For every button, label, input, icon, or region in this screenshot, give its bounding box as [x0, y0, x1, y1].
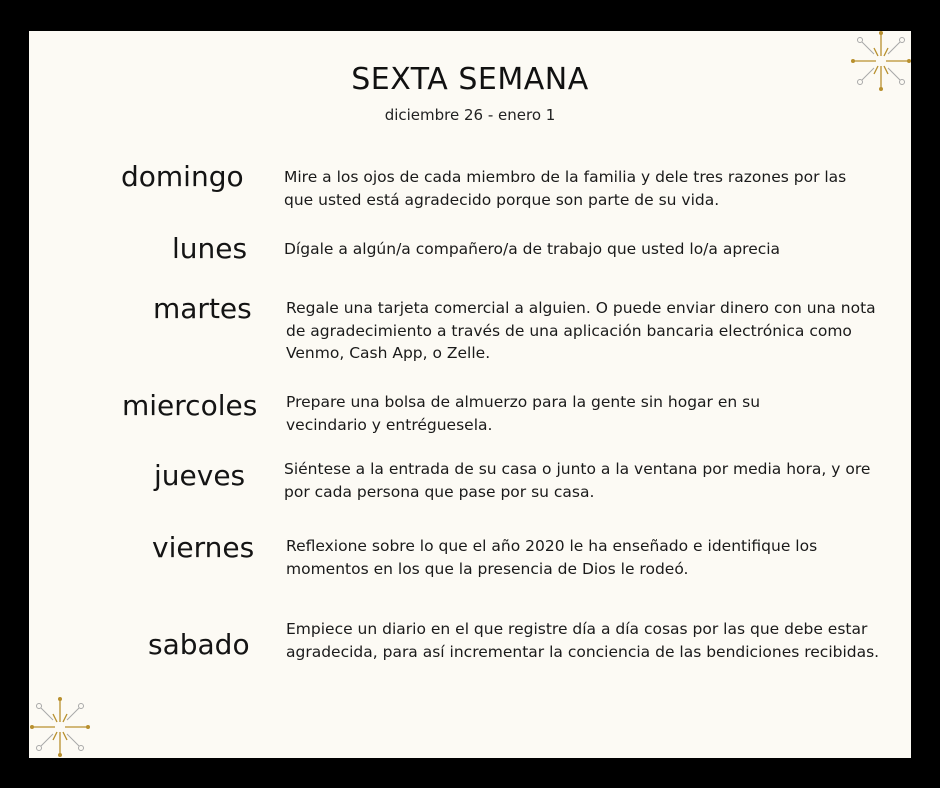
page-title: SEXTA SEMANA [351, 62, 589, 97]
day-label-viernes: viernes [152, 531, 255, 564]
day-label-miercoles: miercoles [122, 389, 258, 422]
day-text-miercoles: Prepare una bolsa de almuerzo para la gente sin hogar en su vecindario y entréguesela. [286, 393, 761, 434]
day-text-sabado: Empiece un diario en el que registre día a día cosas por las que debe estar agradecida, para así incrementar la conciencia de las bendiciones recibidas. [286, 620, 880, 661]
day-text-domingo: Mire a los ojos de cada miembro de la familia y dele tres razones por las que usted está agradecido porque son parte de su vida. [284, 168, 847, 209]
day-label-domingo: domingo [121, 160, 244, 193]
date-range: diciembre 26 - enero 1 [384, 106, 556, 124]
day-text-martes: Regale una tarjeta comercial a alguien. O puede enviar dinero con una nota de agradecimiento a través de una aplicación bancaria electrónica como Venmo, Cash App, o Zelle. [286, 299, 876, 362]
day-text-lunes: Dígale a algún/a compañero/a de trabajo que usted lo/a aprecia [284, 240, 781, 258]
day-label-martes: martes [153, 292, 252, 325]
starburst-icon-bottom-left [29, 696, 91, 758]
day-label-lunes: lunes [172, 232, 248, 265]
day-label-sabado: sabado [148, 628, 250, 661]
day-text-jueves: Siéntese a la entrada de su casa o junto a la ventana por media hora, y ore por cada persona que pase por su casa. [284, 460, 871, 501]
day-label-jueves: jueves [154, 459, 246, 492]
day-text-viernes: Reflexione sobre lo que el año 2020 le ha enseñado e identifique los momentos en los que la presencia de Dios le rodeó. [286, 537, 818, 578]
